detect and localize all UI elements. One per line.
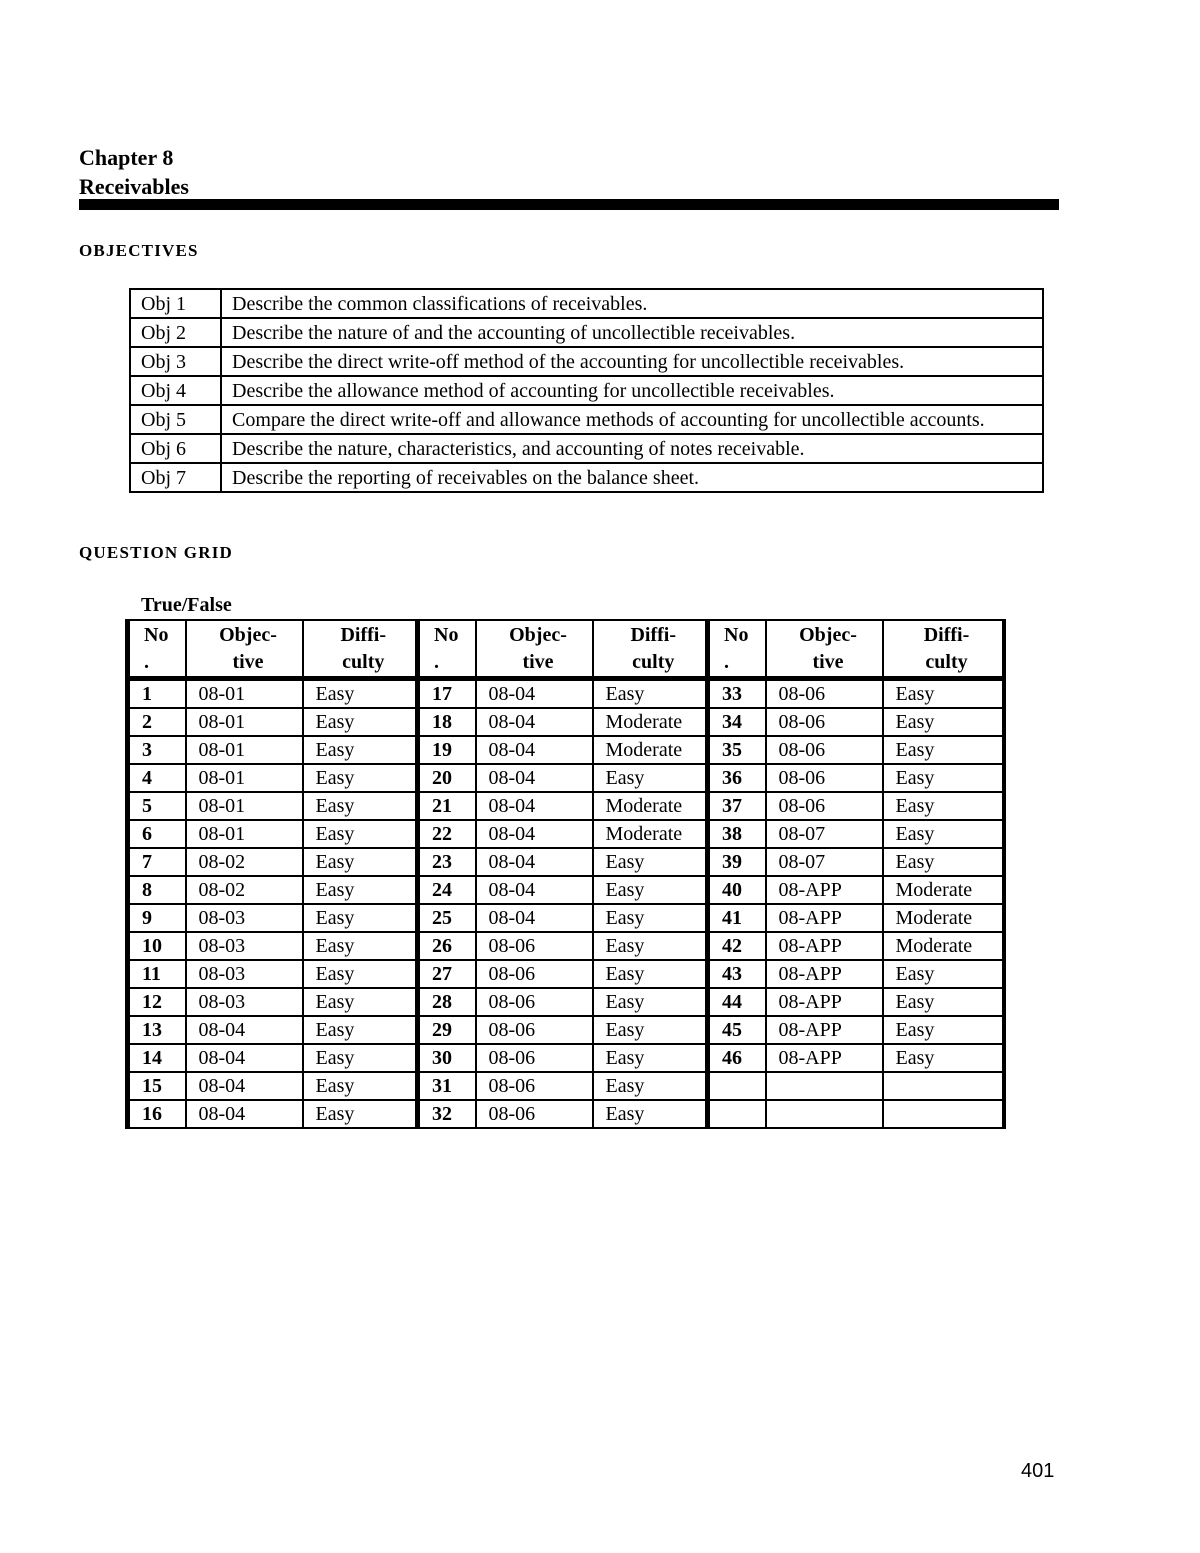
question-difficulty: Easy bbox=[593, 1016, 708, 1044]
question-objective: 08-APP bbox=[766, 960, 883, 988]
question-objective: 08-04 bbox=[476, 904, 593, 932]
grid-row bbox=[128, 1100, 1004, 1128]
objective-id: Obj 7 bbox=[130, 463, 221, 492]
question-number: 30 bbox=[418, 1044, 476, 1072]
question-difficulty: Easy bbox=[303, 736, 418, 764]
question-difficulty: Easy bbox=[593, 960, 708, 988]
page-number: 401 bbox=[1021, 1460, 1055, 1482]
question-number: 2 bbox=[128, 708, 186, 736]
question-number: 33 bbox=[708, 679, 766, 709]
question-number: 26 bbox=[418, 932, 476, 960]
grid-row bbox=[128, 1044, 1004, 1072]
objective-row bbox=[130, 463, 1043, 492]
question-objective: 08-06 bbox=[476, 1100, 593, 1128]
grid-header-label: Objec- tive bbox=[799, 624, 857, 673]
question-objective: 08-04 bbox=[186, 1044, 303, 1072]
question-number: 22 bbox=[418, 820, 476, 848]
grid-header-objective bbox=[476, 620, 593, 679]
grid-row bbox=[128, 820, 1004, 848]
objective-description: Describe the common classifications of receivables. bbox=[221, 289, 1043, 318]
question-objective: 08-01 bbox=[186, 764, 303, 792]
question-number bbox=[708, 1072, 766, 1100]
question-difficulty: Moderate bbox=[593, 820, 708, 848]
question-number: 38 bbox=[708, 820, 766, 848]
question-difficulty bbox=[883, 1072, 1004, 1100]
question-number: 28 bbox=[418, 988, 476, 1016]
objective-description: Describe the reporting of receivables on the balance sheet. bbox=[221, 463, 1043, 492]
objective-id: Obj 5 bbox=[130, 405, 221, 434]
question-number: 10 bbox=[128, 932, 186, 960]
question-number: 43 bbox=[708, 960, 766, 988]
question-number: 8 bbox=[128, 876, 186, 904]
grid-header-label: Diffi- culty bbox=[340, 624, 387, 673]
grid-header-difficulty bbox=[883, 620, 1004, 679]
objective-row bbox=[130, 318, 1043, 347]
question-difficulty: Easy bbox=[883, 820, 1004, 848]
objective-id: Obj 4 bbox=[130, 376, 221, 405]
question-number: 46 bbox=[708, 1044, 766, 1072]
question-objective: 08-04 bbox=[476, 820, 593, 848]
question-number: 37 bbox=[708, 792, 766, 820]
question-objective: 08-06 bbox=[476, 960, 593, 988]
question-objective: 08-04 bbox=[476, 848, 593, 876]
question-difficulty: Easy bbox=[883, 708, 1004, 736]
question-difficulty: Easy bbox=[303, 960, 418, 988]
question-objective: 08-06 bbox=[476, 932, 593, 960]
objectives-table bbox=[129, 288, 1044, 493]
grid-row bbox=[128, 792, 1004, 820]
question-number: 40 bbox=[708, 876, 766, 904]
question-objective: 08-01 bbox=[186, 792, 303, 820]
question-number: 15 bbox=[128, 1072, 186, 1100]
question-objective: 08-06 bbox=[476, 1016, 593, 1044]
question-objective: 08-01 bbox=[186, 820, 303, 848]
question-number: 7 bbox=[128, 848, 186, 876]
question-difficulty: Easy bbox=[303, 1072, 418, 1100]
grid-row bbox=[128, 679, 1004, 709]
chapter-number: Chapter 8 bbox=[79, 145, 174, 170]
question-difficulty: Easy bbox=[303, 988, 418, 1016]
question-objective: 08-06 bbox=[766, 764, 883, 792]
objective-id: Obj 6 bbox=[130, 434, 221, 463]
question-objective: 08-APP bbox=[766, 932, 883, 960]
question-objective: 08-02 bbox=[186, 848, 303, 876]
grid-row bbox=[128, 932, 1004, 960]
question-difficulty: Easy bbox=[303, 792, 418, 820]
grid-header-no bbox=[708, 620, 766, 679]
question-number: 3 bbox=[128, 736, 186, 764]
question-difficulty: Easy bbox=[303, 1016, 418, 1044]
objective-description: Describe the direct write-off method of the accounting for uncollectible receivables. bbox=[221, 347, 1043, 376]
question-difficulty: Moderate bbox=[593, 792, 708, 820]
question-objective: 08-06 bbox=[766, 736, 883, 764]
question-difficulty: Easy bbox=[593, 876, 708, 904]
objective-id: Obj 2 bbox=[130, 318, 221, 347]
question-objective: 08-APP bbox=[766, 876, 883, 904]
grid-row bbox=[128, 876, 1004, 904]
question-difficulty: Easy bbox=[593, 679, 708, 709]
question-objective: 08-04 bbox=[476, 792, 593, 820]
question-difficulty bbox=[883, 1100, 1004, 1128]
question-number: 14 bbox=[128, 1044, 186, 1072]
question-objective: 08-06 bbox=[766, 679, 883, 709]
question-difficulty: Easy bbox=[303, 932, 418, 960]
question-difficulty: Easy bbox=[303, 820, 418, 848]
question-objective: 08-06 bbox=[476, 1072, 593, 1100]
objective-row bbox=[130, 405, 1043, 434]
question-number: 23 bbox=[418, 848, 476, 876]
question-number: 34 bbox=[708, 708, 766, 736]
question-objective: 08-03 bbox=[186, 904, 303, 932]
grid-row bbox=[128, 736, 1004, 764]
objective-row bbox=[130, 376, 1043, 405]
grid-row bbox=[128, 1016, 1004, 1044]
question-difficulty: Easy bbox=[593, 1072, 708, 1100]
question-number: 16 bbox=[128, 1100, 186, 1128]
grid-row bbox=[128, 904, 1004, 932]
question-difficulty: Easy bbox=[883, 764, 1004, 792]
question-objective: 08-APP bbox=[766, 904, 883, 932]
question-difficulty: Moderate bbox=[593, 736, 708, 764]
grid-header-no bbox=[128, 620, 186, 679]
question-objective: 08-03 bbox=[186, 988, 303, 1016]
question-number: 1 bbox=[128, 679, 186, 709]
question-objective: 08-01 bbox=[186, 736, 303, 764]
grid-header-row bbox=[128, 620, 1004, 679]
question-objective: 08-04 bbox=[186, 1100, 303, 1128]
question-objective: 08-04 bbox=[476, 708, 593, 736]
header-rule bbox=[79, 199, 1059, 210]
question-difficulty: Easy bbox=[303, 764, 418, 792]
question-number: 12 bbox=[128, 988, 186, 1016]
grid-row bbox=[128, 988, 1004, 1016]
true-false-subtitle: True/False bbox=[141, 594, 232, 616]
objective-description: Describe the allowance method of accounting for uncollectible receivables. bbox=[221, 376, 1043, 405]
grid-row bbox=[128, 764, 1004, 792]
question-difficulty: Easy bbox=[883, 1016, 1004, 1044]
question-difficulty: Easy bbox=[303, 679, 418, 709]
objective-id: Obj 1 bbox=[130, 289, 221, 318]
question-number: 39 bbox=[708, 848, 766, 876]
question-objective: 08-04 bbox=[186, 1072, 303, 1100]
question-objective: 08-06 bbox=[766, 792, 883, 820]
question-number: 11 bbox=[128, 960, 186, 988]
objective-id: Obj 3 bbox=[130, 347, 221, 376]
question-objective: 08-03 bbox=[186, 960, 303, 988]
objective-row bbox=[130, 434, 1043, 463]
grid-header-label: Diffi- culty bbox=[923, 624, 970, 673]
grid-header-label: Objec- tive bbox=[219, 624, 277, 673]
question-difficulty: Easy bbox=[593, 848, 708, 876]
question-difficulty: Easy bbox=[593, 932, 708, 960]
question-difficulty: Easy bbox=[593, 1100, 708, 1128]
question-grid-table bbox=[125, 619, 1006, 1129]
question-number: 41 bbox=[708, 904, 766, 932]
question-number: 32 bbox=[418, 1100, 476, 1128]
question-objective: 08-04 bbox=[476, 736, 593, 764]
objective-row bbox=[130, 289, 1043, 318]
question-difficulty: Easy bbox=[303, 848, 418, 876]
question-objective: 08-04 bbox=[476, 876, 593, 904]
question-number: 17 bbox=[418, 679, 476, 709]
objectives-heading: OBJECTIVES bbox=[79, 241, 199, 260]
question-objective bbox=[766, 1100, 883, 1128]
question-objective: 08-01 bbox=[186, 708, 303, 736]
question-difficulty: Easy bbox=[303, 1044, 418, 1072]
objective-row bbox=[130, 347, 1043, 376]
question-number: 21 bbox=[418, 792, 476, 820]
question-objective: 08-07 bbox=[766, 820, 883, 848]
question-difficulty: Easy bbox=[593, 764, 708, 792]
question-difficulty: Moderate bbox=[883, 932, 1004, 960]
question-number: 44 bbox=[708, 988, 766, 1016]
question-number: 24 bbox=[418, 876, 476, 904]
question-number: 9 bbox=[128, 904, 186, 932]
question-objective: 08-APP bbox=[766, 1016, 883, 1044]
question-number: 19 bbox=[418, 736, 476, 764]
grid-header-label: Objec- tive bbox=[509, 624, 567, 673]
grid-row bbox=[128, 708, 1004, 736]
question-difficulty: Easy bbox=[593, 1044, 708, 1072]
question-objective: 08-06 bbox=[766, 708, 883, 736]
question-objective: 08-03 bbox=[186, 932, 303, 960]
question-number bbox=[708, 1100, 766, 1128]
grid-header-label: No . bbox=[144, 624, 169, 673]
question-difficulty: Easy bbox=[593, 988, 708, 1016]
question-number: 42 bbox=[708, 932, 766, 960]
question-objective: 08-APP bbox=[766, 1044, 883, 1072]
question-number: 5 bbox=[128, 792, 186, 820]
grid-header-objective bbox=[186, 620, 303, 679]
question-difficulty: Easy bbox=[883, 736, 1004, 764]
question-number: 13 bbox=[128, 1016, 186, 1044]
question-number: 25 bbox=[418, 904, 476, 932]
question-difficulty: Easy bbox=[883, 960, 1004, 988]
question-objective: 08-07 bbox=[766, 848, 883, 876]
question-objective: 08-04 bbox=[186, 1016, 303, 1044]
question-objective: 08-04 bbox=[476, 679, 593, 709]
question-number: 20 bbox=[418, 764, 476, 792]
question-difficulty: Easy bbox=[883, 988, 1004, 1016]
question-number: 35 bbox=[708, 736, 766, 764]
question-objective bbox=[766, 1072, 883, 1100]
grid-header-label: No . bbox=[724, 624, 749, 673]
question-number: 6 bbox=[128, 820, 186, 848]
objective-description: Compare the direct write-off and allowance methods of accounting for uncollectible accounts. bbox=[221, 405, 1043, 434]
grid-header-objective bbox=[766, 620, 883, 679]
question-difficulty: Easy bbox=[883, 679, 1004, 709]
grid-row bbox=[128, 960, 1004, 988]
question-objective: 08-06 bbox=[476, 988, 593, 1016]
question-grid-heading: QUESTION GRID bbox=[79, 543, 233, 562]
chapter-title: Receivables bbox=[79, 174, 189, 199]
question-objective: 08-06 bbox=[476, 1044, 593, 1072]
question-difficulty: Easy bbox=[883, 1044, 1004, 1072]
question-objective: 08-02 bbox=[186, 876, 303, 904]
grid-header-label: Diffi- culty bbox=[630, 624, 677, 673]
grid-header-difficulty bbox=[303, 620, 418, 679]
question-difficulty: Moderate bbox=[883, 904, 1004, 932]
question-difficulty: Easy bbox=[883, 848, 1004, 876]
question-difficulty: Easy bbox=[593, 904, 708, 932]
grid-header-label: No . bbox=[434, 624, 459, 673]
question-difficulty: Easy bbox=[883, 792, 1004, 820]
question-number: 36 bbox=[708, 764, 766, 792]
grid-row bbox=[128, 848, 1004, 876]
grid-row bbox=[128, 1072, 1004, 1100]
question-difficulty: Moderate bbox=[883, 876, 1004, 904]
question-difficulty: Easy bbox=[303, 1100, 418, 1128]
objective-description: Describe the nature of and the accounting of uncollectible receivables. bbox=[221, 318, 1043, 347]
chapter-header bbox=[79, 143, 189, 201]
question-number: 45 bbox=[708, 1016, 766, 1044]
question-difficulty: Easy bbox=[303, 904, 418, 932]
question-objective: 08-01 bbox=[186, 679, 303, 709]
objective-description: Describe the nature, characteristics, and accounting of notes receivable. bbox=[221, 434, 1043, 463]
question-difficulty: Moderate bbox=[593, 708, 708, 736]
question-number: 4 bbox=[128, 764, 186, 792]
grid-header-difficulty bbox=[593, 620, 708, 679]
question-difficulty: Easy bbox=[303, 708, 418, 736]
question-number: 27 bbox=[418, 960, 476, 988]
question-number: 29 bbox=[418, 1016, 476, 1044]
grid-header-no bbox=[418, 620, 476, 679]
question-objective: 08-APP bbox=[766, 988, 883, 1016]
question-objective: 08-04 bbox=[476, 764, 593, 792]
question-difficulty: Easy bbox=[303, 876, 418, 904]
question-number: 18 bbox=[418, 708, 476, 736]
question-number: 31 bbox=[418, 1072, 476, 1100]
